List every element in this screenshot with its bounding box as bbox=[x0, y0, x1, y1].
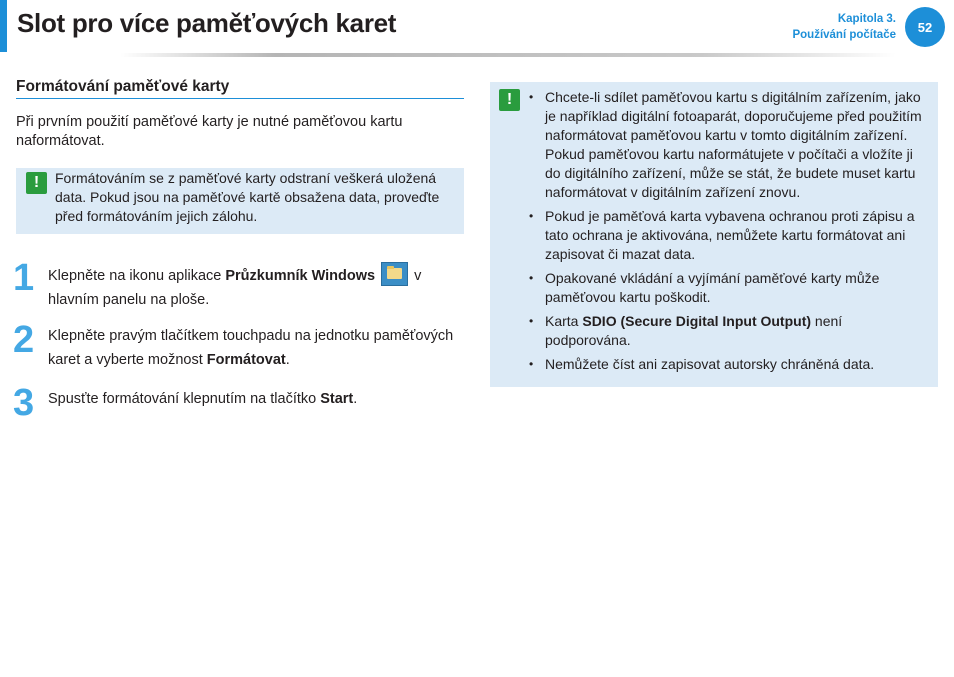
file-explorer-icon bbox=[381, 262, 408, 286]
note-bullet: • Opakované vkládání a vyjímání paměťové karty může paměťovou kartu poškodit. bbox=[545, 269, 928, 307]
step-bold-text: Průzkumník Windows bbox=[225, 268, 376, 284]
header-accent-bar bbox=[0, 0, 7, 52]
step-number: 3 bbox=[13, 382, 35, 424]
step-text: Klepněte pravým tlačítkem touchpadu na jednotku paměťových karet a vyberte možnost bbox=[48, 328, 454, 368]
step-number: 1 bbox=[13, 257, 35, 299]
step-text-after: . bbox=[353, 391, 358, 407]
notes-list bbox=[525, 88, 928, 374]
chapter-number: Kapitola 3. bbox=[837, 13, 896, 25]
step-item bbox=[13, 319, 464, 372]
note-bullet: • Pokud je paměťová karta vybavena ochranou proti zápisu a tato ochrana je aktivována, nemůžete kartu formátovat ani zapisovat či mazat data. bbox=[545, 207, 928, 264]
intro-paragraph: Při prvním použití paměťové karty je nutné paměťovou kartu naformátovat. bbox=[16, 114, 403, 149]
page-title: Slot pro více paměťových karet bbox=[17, 8, 397, 38]
warning-note-text: Formátováním se z paměťové karty odstraní veškerá uložená data. Pokud jsou na paměťové kartě obsažena data, proveďte před formátováním jejich zálohu. bbox=[55, 170, 440, 224]
note-bullet-bold: SDIO (Secure Digital Input Output) bbox=[582, 313, 812, 329]
step-bold-text: Formátovat bbox=[206, 352, 286, 368]
section-heading: Formátování paměťové karty bbox=[16, 78, 464, 99]
step-text-after: v hlavním panelu na ploše. bbox=[48, 268, 422, 308]
exclamation-icon: ! bbox=[26, 172, 47, 194]
header-divider bbox=[120, 53, 896, 57]
notes-box bbox=[490, 82, 938, 387]
step-number: 2 bbox=[13, 319, 35, 361]
page-number-badge: 52 bbox=[905, 7, 945, 47]
exclamation-icon: ! bbox=[499, 89, 520, 111]
note-bullet: • Chcete-li sdílet paměťovou kartu s digitálním zařízením, jako je například digitální fotoaparát, doporučujeme před použitím naformátovat paměťovou kartu v tomto digitálním zařízení. Pokud paměťovou kartu naformátujete v počítači a vložíte ji do digitálního zařízení, může se stát, že budete muset kartu naformátovat v digitálním zařízení znovu. bbox=[545, 88, 928, 202]
warning-note bbox=[16, 168, 464, 234]
note-bullet-text: Karta bbox=[545, 313, 583, 329]
step-text-after: . bbox=[285, 352, 290, 368]
note-bullet-text-after: není podporována. bbox=[545, 313, 843, 348]
step-item bbox=[13, 257, 464, 312]
step-bold-text: Start bbox=[320, 391, 354, 407]
step-item bbox=[13, 382, 464, 424]
step-text: Klepněte na ikonu aplikace bbox=[48, 268, 226, 284]
steps-list bbox=[13, 257, 464, 424]
chapter-name: Používání počítače bbox=[792, 29, 896, 41]
note-bullet: • Nemůžete číst ani zapisovat autorsky chráněná data. bbox=[545, 355, 928, 374]
left-column bbox=[13, 78, 464, 424]
chapter-label bbox=[792, 11, 896, 43]
step-text: Spusťte formátování klepnutím na tlačítko bbox=[48, 391, 321, 407]
note-bullet bbox=[545, 312, 928, 350]
